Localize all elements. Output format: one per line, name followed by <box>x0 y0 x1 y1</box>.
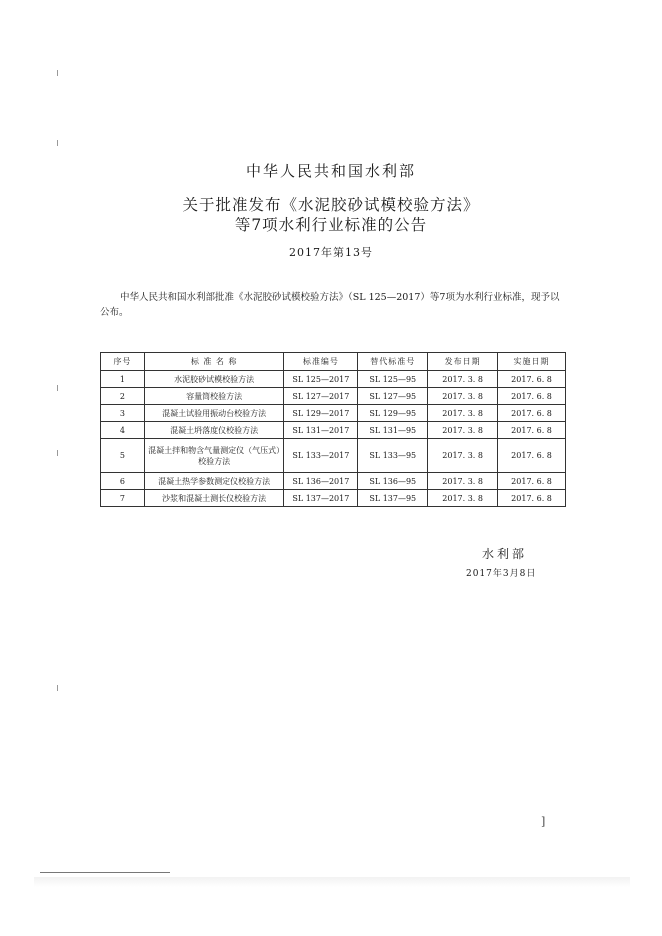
cell-effective-date: 2017. 6. 8 <box>498 405 566 422</box>
cell-name: 混凝土拌和物含气量测定仪（气压式）校验方法 <box>144 439 284 473</box>
announcement-body: 中华人民共和国水利部批准《水泥胶砂试模校验方法》（SL 125—2017）等7项为水利行业标准，现予以公布。 <box>100 292 560 318</box>
cell-standard-no: SL 131—2017 <box>284 422 358 439</box>
cell-release-date: 2017. 3. 8 <box>428 422 498 439</box>
table-row <box>101 388 566 405</box>
cell-standard-no: SL 125—2017 <box>284 371 358 388</box>
cell-index: 3 <box>101 405 145 422</box>
cell-index: 6 <box>101 473 145 490</box>
col-header-standard-no: 标准编号 <box>284 353 358 371</box>
cell-effective-date: 2017. 6. 8 <box>498 439 566 473</box>
col-header-release-date: 发布日期 <box>428 353 498 371</box>
table-row <box>101 473 566 490</box>
table-row <box>101 371 566 388</box>
scan-mark <box>57 385 58 391</box>
cell-replaced-no: SL 133—95 <box>358 439 428 473</box>
cell-release-date: 2017. 3. 8 <box>428 490 498 507</box>
cell-standard-no: SL 136—2017 <box>284 473 358 490</box>
cell-name: 混凝土热学参数测定仪校验方法 <box>144 473 284 490</box>
margin-bracket-mark: ] <box>541 815 546 828</box>
table-header-row <box>101 353 566 371</box>
footer-band <box>34 877 630 887</box>
cell-name: 混凝土试验用振动台校验方法 <box>144 405 284 422</box>
footer-rule <box>40 872 170 873</box>
table-row <box>101 439 566 473</box>
cell-release-date: 2017. 3. 8 <box>428 473 498 490</box>
signer-name: 水利部 <box>482 547 528 561</box>
cell-effective-date: 2017. 6. 8 <box>498 422 566 439</box>
col-header-name: 标 准 名 称 <box>144 353 284 371</box>
cell-index: 7 <box>101 490 145 507</box>
scan-mark <box>57 140 58 146</box>
table-row <box>101 490 566 507</box>
cell-release-date: 2017. 3. 8 <box>428 439 498 473</box>
cell-replaced-no: SL 129—95 <box>358 405 428 422</box>
cell-release-date: 2017. 3. 8 <box>428 371 498 388</box>
cell-index: 4 <box>101 422 145 439</box>
col-header-effective-date: 实施日期 <box>498 353 566 371</box>
cell-release-date: 2017. 3. 8 <box>428 388 498 405</box>
signature-date: 2017年3月8日 <box>466 569 537 579</box>
document-number: 2017年第13号 <box>289 246 373 259</box>
cell-name: 沙浆和混凝土测长仪校验方法 <box>144 490 284 507</box>
cell-replaced-no: SL 131—95 <box>358 422 428 439</box>
cell-release-date: 2017. 3. 8 <box>428 405 498 422</box>
cell-name: 容量筒校验方法 <box>144 388 284 405</box>
cell-name: 水泥胶砂试模校验方法 <box>144 371 284 388</box>
cell-standard-no: SL 137—2017 <box>284 490 358 507</box>
cell-index: 2 <box>101 388 145 405</box>
issuer-name: 中华人民共和国水利部 <box>245 162 416 180</box>
cell-replaced-no: SL 127—95 <box>358 388 428 405</box>
announcement-title-line2: 等7项水利行业标准的公告 <box>234 216 428 234</box>
announcement-title-line1: 关于批准发布《水泥胶砂试模校验方法》 <box>182 196 480 214</box>
cell-effective-date: 2017. 6. 8 <box>498 371 566 388</box>
cell-effective-date: 2017. 6. 8 <box>498 490 566 507</box>
scan-mark <box>57 450 58 456</box>
col-header-index: 序号 <box>101 353 145 371</box>
cell-index: 5 <box>101 439 145 473</box>
scan-mark <box>57 685 58 691</box>
cell-name: 混凝土坍落度仪校验方法 <box>144 422 284 439</box>
cell-index: 1 <box>101 371 145 388</box>
cell-standard-no: SL 127—2017 <box>284 388 358 405</box>
cell-effective-date: 2017. 6. 8 <box>498 388 566 405</box>
col-header-replaced-no: 替代标准号 <box>358 353 428 371</box>
table-row <box>101 422 566 439</box>
table-row <box>101 405 566 422</box>
cell-replaced-no: SL 125—95 <box>358 371 428 388</box>
scan-mark <box>57 70 58 76</box>
cell-effective-date: 2017. 6. 8 <box>498 473 566 490</box>
cell-standard-no: SL 133—2017 <box>284 439 358 473</box>
cell-replaced-no: SL 136—95 <box>358 473 428 490</box>
cell-replaced-no: SL 137—95 <box>358 490 428 507</box>
cell-standard-no: SL 129—2017 <box>284 405 358 422</box>
standards-table <box>100 352 566 507</box>
